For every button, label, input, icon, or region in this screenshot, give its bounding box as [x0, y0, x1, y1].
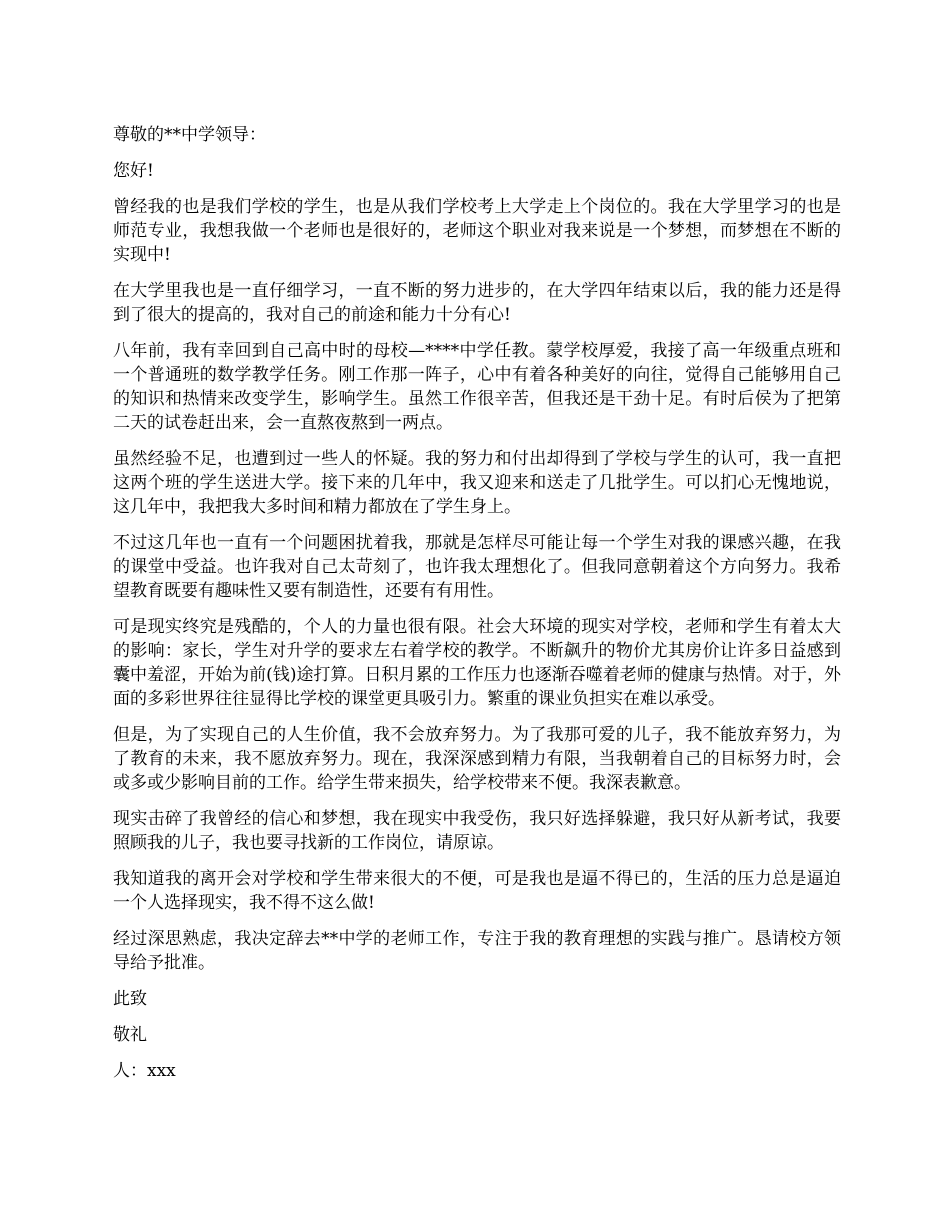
body-paragraph: 八年前，我有幸回到自己高中时的母校—****中学任教。蒙学校厚爱，我接了高一年级重点班和一个普通班的数学教学任务。刚工作那一阵子，心中有着各种美好的向往，觉得自己能够用自己的知识和热情来改变学生，影响学生。虽然工作很辛苦，但我还是干劲十足。有时后侯为了把第二天的试卷赶出来，会一直熬夜熬到一两点。 [113, 341, 841, 433]
body-paragraph: 我知道我的离开会对学校和学生带来很大的不便，可是我也是逼不得已的，生活的压力总是逼迫一个人选择现实，我不得不这么做! [113, 869, 841, 913]
body-paragraph: 曾经我的也是我们学校的学生，也是从我们学校考上大学走上个岗位的。我在大学里学习的也是师范专业，我想我做一个老师也是很好的，老师这个职业对我来说是一个梦想，而梦想在不断的实现中! [113, 197, 841, 265]
letter-page [113, 123, 841, 1095]
greeting: 您好! [113, 161, 154, 181]
closing-jingli: 敬礼 [113, 1025, 147, 1045]
body-paragraph: 在大学里我也是一直仔细学习，一直不断的努力进步的，在大学四年结束以后，我的能力还是得到了很大的提高的，我对自己的前途和能力十分有心! [113, 281, 841, 325]
closing-cizhi: 此致 [113, 989, 147, 1009]
body-paragraph: 可是现实终究是残酷的，个人的力量也很有限。社会大环境的现实对学校，老师和学生有着太大的影响：家长，学生对升学的要求左右着学校的教学。不断飙升的物价尤其房价让许多日益感到囊中羞涩，开始为前(钱)途打算。日积月累的工作压力也逐渐吞噬着老师的健康与热情。对于，外面的多彩世界往往显得比学校的课堂更具吸引力。繁重的课业负担实在难以承受。 [113, 617, 841, 709]
body-paragraph: 经过深思熟虑，我决定辞去**中学的老师工作，专注于我的教育理想的实践与推广。恳请校方领导给予批准。 [113, 929, 841, 973]
body-paragraph: 不过这几年也一直有一个问题困扰着我，那就是怎样尽可能让每一个学生对我的课感兴趣，在我的课堂中受益。也许我对自己太苛刻了，也许我太理想化了。但我同意朝着这个方向努力。我希望教育既要有趣味性又要有制造性，还要有有用性。 [113, 533, 841, 601]
body-paragraph: 虽然经验不足，也遭到过一些人的怀疑。我的努力和付出却得到了学校与学生的认可，我一直把这两个班的学生送进大学。接下来的几年中，我又迎来和送走了几批学生。可以扪心无愧地说，这几年中，我把我大多时间和精力都放在了学生身上。 [113, 449, 841, 517]
body-paragraph: 现实击碎了我曾经的信心和梦想，我在现实中我受伤，我只好选择躲避，我只好从新考试，我要照顾我的儿子，我也要寻找新的工作岗位，请原谅。 [113, 809, 841, 853]
body-paragraph: 但是，为了实现自己的人生价值，我不会放弃努力。为了我那可爱的儿子，我不能放弃努力，为了教育的未来，我不愿放弃努力。现在，我深深感到精力有限，当我朝着自己的目标努力时，会或多或少影响目前的工作。给学生带来损失，给学校带来不便。我深表歉意。 [113, 725, 841, 793]
salutation: 尊敬的**中学领导： [113, 125, 266, 145]
signature: 人：xxx [113, 1061, 176, 1081]
